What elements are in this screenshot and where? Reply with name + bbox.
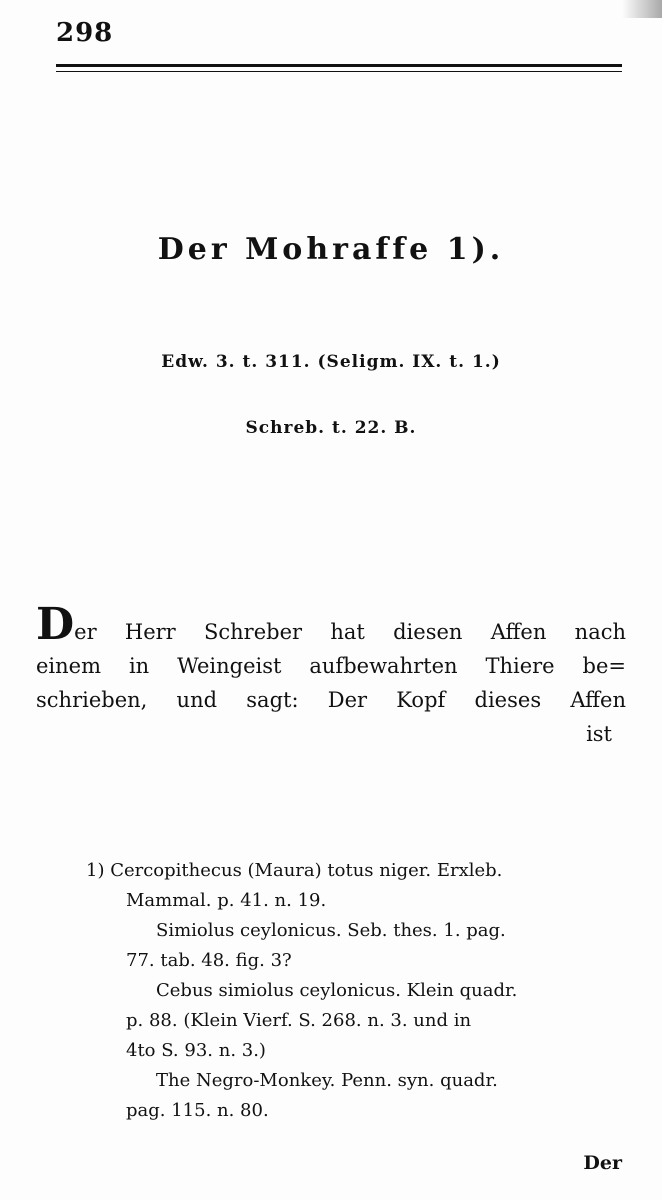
- page-corner-shadow: [622, 0, 662, 18]
- footnote-line: p. 88. (Klein Vierf. S. 268. n. 3. und in: [126, 1010, 472, 1031]
- footnote-line: Simiolus ceylonicus. Seb. thes. 1. pag.: [156, 920, 506, 941]
- section-title: Der Mohraffe 1).: [157, 232, 505, 267]
- body-line: ist: [586, 722, 612, 746]
- footnote-line: pag. 115. n. 80.: [126, 1100, 269, 1121]
- header-rule-thin: [56, 71, 622, 72]
- body-line: einem in Weingeist aufbewahrten Thiere be=: [36, 654, 626, 678]
- footnote-line: 4to S. 93. n. 3.): [126, 1040, 266, 1061]
- footnote: [86, 856, 618, 1126]
- footnote-line: 77. tab. 48. fig. 3?: [126, 950, 292, 971]
- reference-line-1: Edw. 3. t. 311. (Seligm. IX. t. 1.): [161, 352, 501, 372]
- reference-line-2: Schreb. t. 22. B.: [245, 418, 417, 438]
- page-number: 298: [56, 18, 114, 48]
- footnote-line: Mammal. p. 41. n. 19.: [126, 890, 327, 911]
- footnote-line: The Negro-Monkey. Penn. syn. quadr.: [156, 1070, 498, 1091]
- catchword: Der: [583, 1152, 622, 1174]
- body-line: Der Herr Schreber hat diesen Affen nach: [36, 599, 626, 650]
- header-rule-thick: [56, 64, 622, 67]
- footnote-line: Cebus simiolus ceylonicus. Klein quadr.: [156, 980, 518, 1001]
- body-paragraph: [36, 599, 626, 751]
- footnote-line: 1) Cercopithecus (Maura) totus niger. Erxleb.: [86, 860, 503, 881]
- body-line: schrieben, und sagt: Der Kopf dieses Affen: [36, 688, 626, 712]
